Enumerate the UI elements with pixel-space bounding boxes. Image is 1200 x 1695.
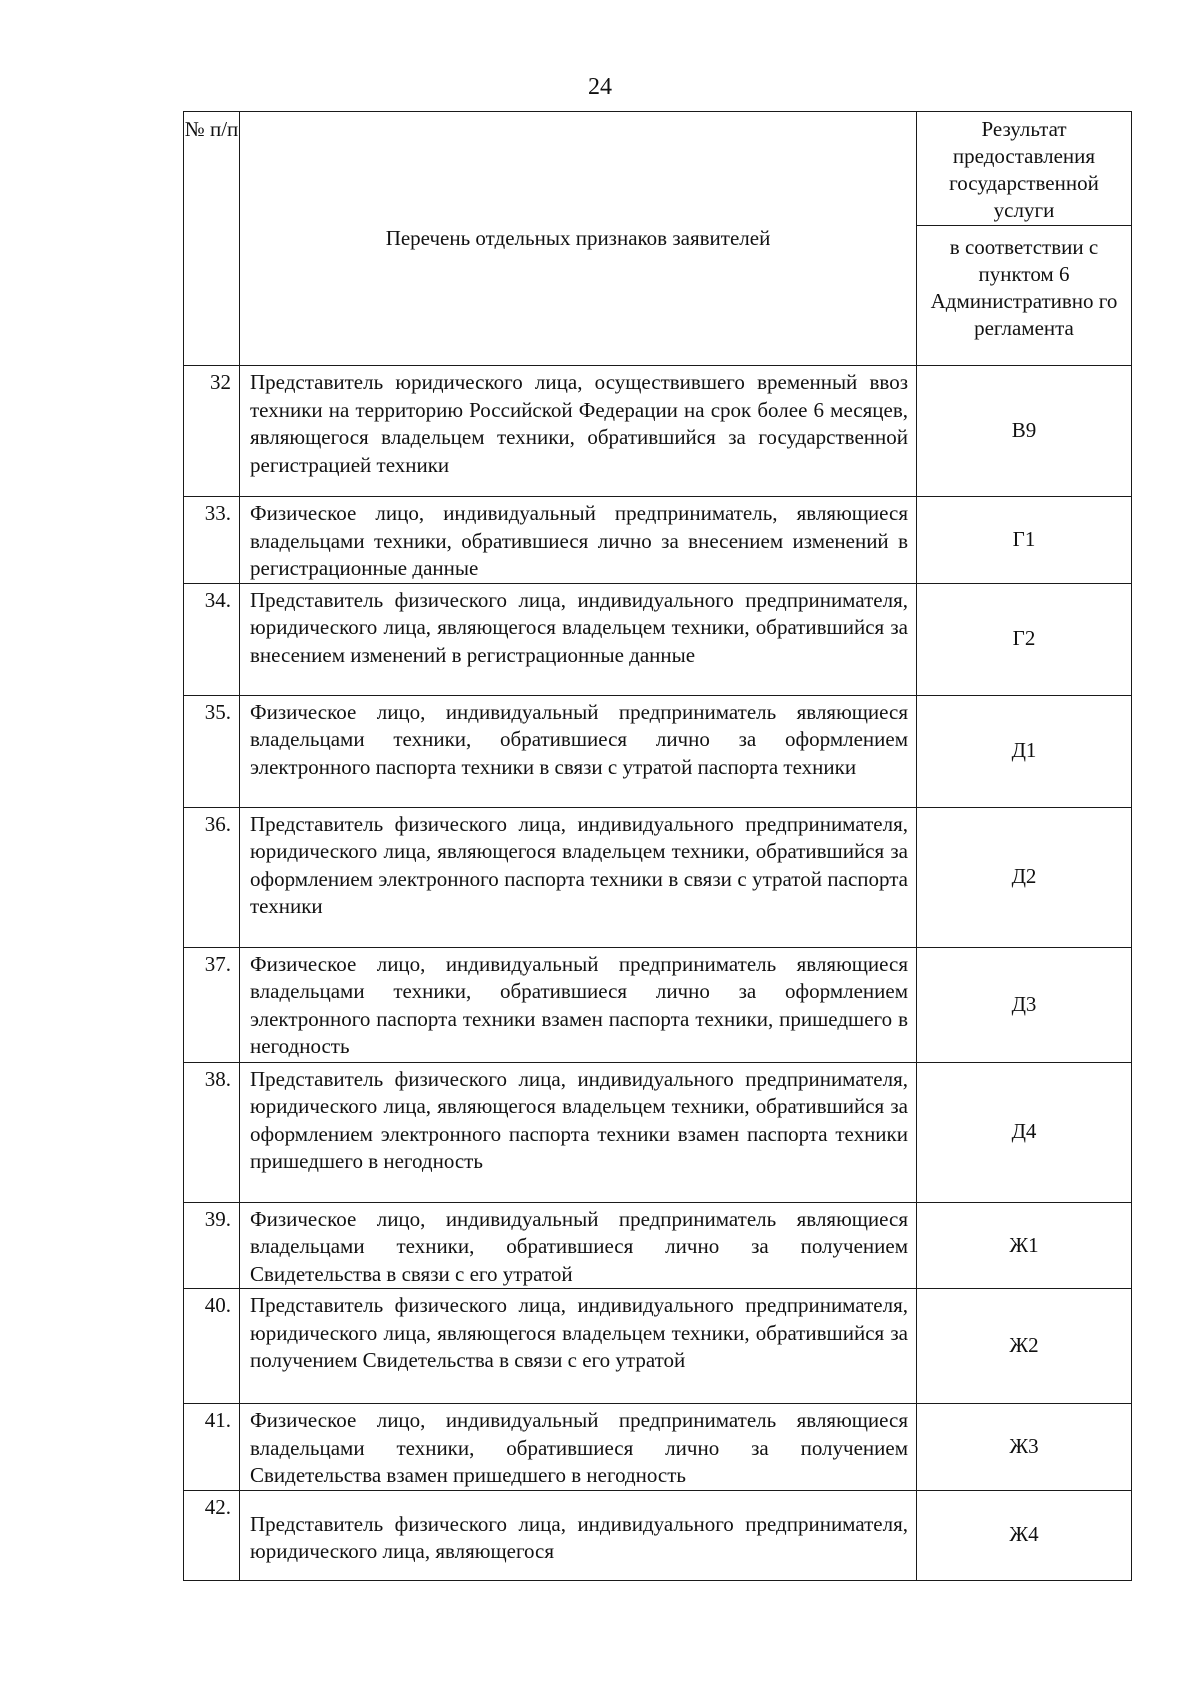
row-number: 36.	[184, 807, 240, 947]
row-number: 32	[184, 366, 240, 497]
row-result: Д3	[917, 947, 1132, 1062]
row-description: Представитель физического лица, индивидуального предпринимателя, юридического лица, являющегося владельцем техники, обратившийся за оформлением электронного паспорта техники в связи с утратой паспорта техники	[240, 807, 917, 947]
table-row	[184, 1490, 1132, 1580]
header-result: Результат предоставления государственной услуги	[917, 112, 1132, 226]
row-number: 42.	[184, 1490, 240, 1580]
row-result: Д2	[917, 807, 1132, 947]
row-description: Физическое лицо, индивидуальный предприниматель являющиеся владельцами техники, обратившиеся лично за получением Свидетельства взамен пришедшего в негодность	[240, 1404, 917, 1491]
row-number: 38.	[184, 1062, 240, 1202]
table-row	[184, 1062, 1132, 1202]
row-number: 35.	[184, 695, 240, 807]
table-row	[184, 807, 1132, 947]
row-number: 39.	[184, 1202, 240, 1289]
row-number: 41.	[184, 1404, 240, 1491]
header-description: Перечень отдельных признаков заявителей	[240, 112, 917, 366]
header-result-reference: в соответствии с пунктом 6 Административно го регламента	[917, 226, 1132, 366]
row-result: Ж1	[917, 1202, 1132, 1289]
row-result: Д1	[917, 695, 1132, 807]
row-result: Д4	[917, 1062, 1132, 1202]
row-result: В9	[917, 366, 1132, 497]
row-description: Физическое лицо, индивидуальный предприниматель являющиеся владельцами техники, обратившиеся лично за получением Свидетельства в связи с его утратой	[240, 1202, 917, 1289]
table-row	[184, 1289, 1132, 1404]
row-result: Ж3	[917, 1404, 1132, 1491]
row-result: Г2	[917, 583, 1132, 695]
table-header-row	[184, 112, 1132, 226]
page-number: 24	[588, 74, 612, 100]
applicant-features-table	[183, 111, 1132, 1581]
table-row	[184, 947, 1132, 1062]
row-number: 40.	[184, 1289, 240, 1404]
table-row	[184, 583, 1132, 695]
row-description: Представитель физического лица, индивидуального предпринимателя, юридического лица, являющегося владельцем техники, обратившийся за оформлением электронного паспорта техники взамен паспорта техники пришедшего в негодность	[240, 1062, 917, 1202]
row-description: Представитель физического лица, индивидуального предпринимателя, юридического лица, являющегося владельцем техники, обратившийся за получением Свидетельства в связи с его утратой	[240, 1289, 917, 1404]
row-description: Физическое лицо, индивидуальный предприниматель, являющиеся владельцами техники, обратившиеся лично за внесением изменений в регистрационные данные	[240, 497, 917, 584]
row-description: Физическое лицо, индивидуальный предприниматель являющиеся владельцами техники, обратившиеся лично за оформлением электронного паспорта техники в связи с утратой паспорта техники	[240, 695, 917, 807]
row-description: Представитель физического лица, индивидуального предпринимателя, юридического лица, являющегося	[240, 1490, 917, 1580]
row-number: 33.	[184, 497, 240, 584]
row-number: 34.	[184, 583, 240, 695]
table-row	[184, 366, 1132, 497]
table-row	[184, 695, 1132, 807]
row-number: 37.	[184, 947, 240, 1062]
row-result: Ж2	[917, 1289, 1132, 1404]
row-description: Физическое лицо, индивидуальный предприниматель являющиеся владельцами техники, обратившиеся лично за оформлением электронного паспорта техники взамен паспорта техники, пришедшего в негодность	[240, 947, 917, 1062]
row-result: Г1	[917, 497, 1132, 584]
row-description: Представитель юридического лица, осуществившего временный ввоз техники на территорию Российской Федерации на срок более 6 месяцев, являющегося владельцем техники, обратившийся за государственной регистрацией техники	[240, 366, 917, 497]
table-row	[184, 1404, 1132, 1491]
header-num: № п/п	[184, 112, 240, 366]
table-row	[184, 497, 1132, 584]
table-row	[184, 1202, 1132, 1289]
row-result: Ж4	[917, 1490, 1132, 1580]
row-description: Представитель физического лица, индивидуального предпринимателя, юридического лица, являющегося владельцем техники, обратившийся за внесением изменений в регистрационные данные	[240, 583, 917, 695]
